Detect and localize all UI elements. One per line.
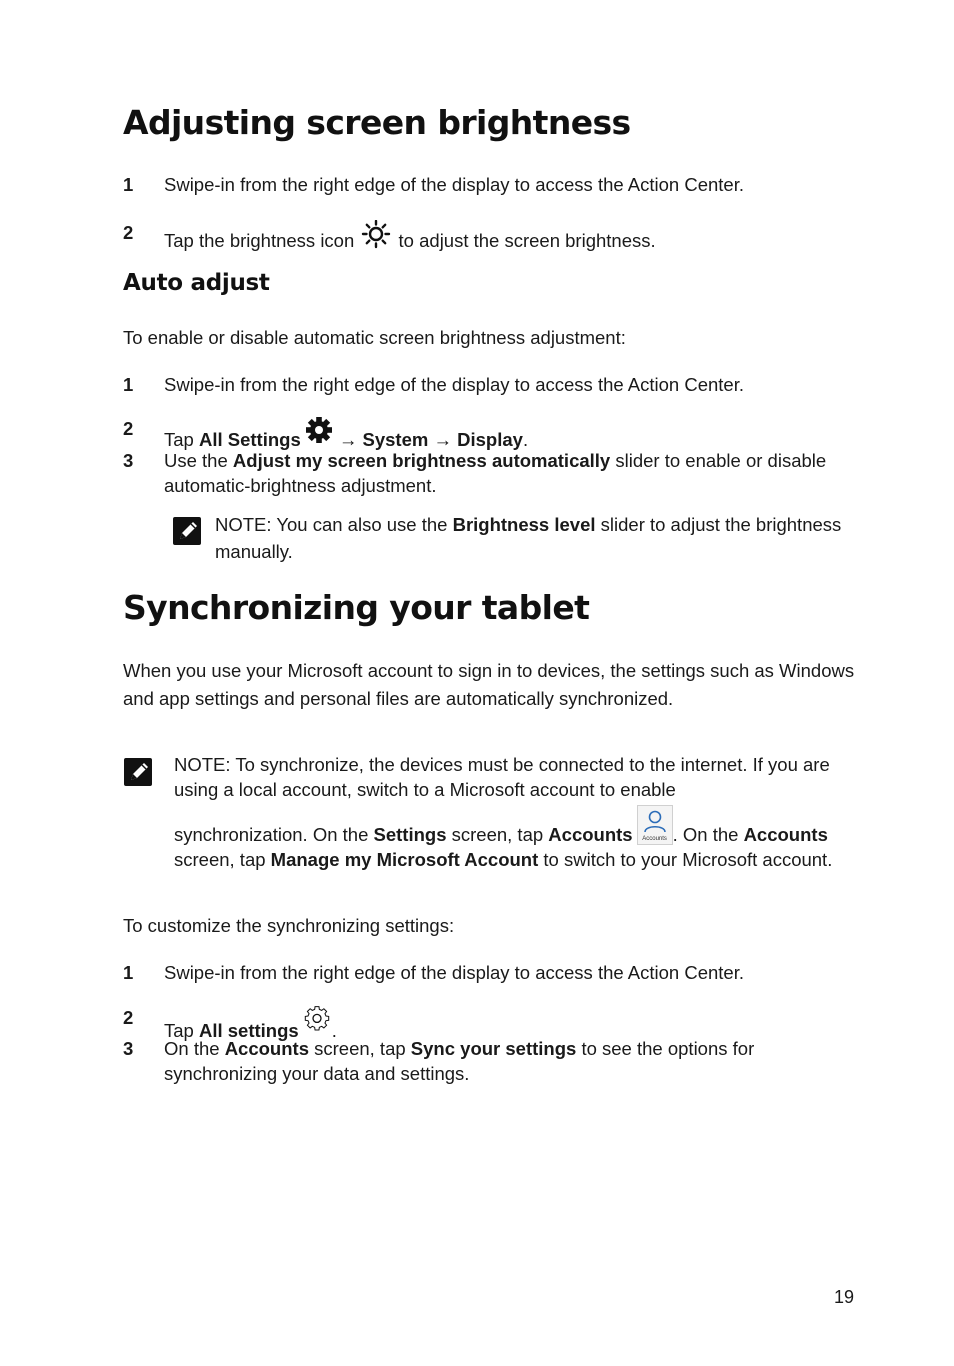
sync-settings-label: Sync your settings	[410, 1038, 577, 1059]
step-text: slider to enable or disable automatic-brightness adjustment.	[164, 450, 827, 496]
accounts-label: Accounts	[743, 824, 828, 845]
auto-adjust-intro: To enable or disable automatic screen brightness adjustment:	[123, 327, 626, 348]
arrow: →	[433, 429, 452, 450]
accounts-icon	[637, 805, 673, 845]
customize-intro: To customize the synchronizing settings:	[123, 915, 455, 936]
note-text: To synchronize, the devices must be connected to the internet. If you are using a local account, switch to a Microsoft account to enable	[174, 754, 830, 800]
note-pencil-icon	[123, 757, 153, 787]
step-text: screen, tap	[314, 1038, 406, 1059]
note-text: slider to adjust the brightness manually.	[215, 514, 842, 562]
gear-icon	[304, 416, 334, 450]
step-text: Use the	[164, 450, 228, 471]
step-number: 2	[123, 222, 134, 243]
note-text: You can also use the	[276, 514, 448, 535]
system-label: System	[362, 429, 429, 450]
step-text: Swipe-in from the right edge of the display to access the Action Center.	[164, 374, 744, 395]
note-sync	[174, 752, 864, 802]
accounts-icon-label: Accounts	[642, 836, 667, 842]
accounts-label: Accounts	[224, 1038, 309, 1059]
page-number: 19	[834, 1287, 855, 1307]
step-number: 2	[123, 418, 134, 439]
note-brightness-level	[215, 511, 845, 565]
period: .	[522, 429, 529, 450]
step-number: 1	[123, 374, 134, 395]
note-label: NOTE:	[215, 514, 272, 535]
section-title-sync: Synchronizing your tablet	[123, 588, 590, 627]
note-text: to switch to your Microsoft account.	[543, 849, 833, 870]
brightness-icon	[359, 220, 393, 256]
step-text: to see the options for synchronizing your data and settings.	[164, 1038, 755, 1084]
settings-label: Settings	[373, 824, 447, 845]
step-number: 1	[123, 962, 134, 983]
section-title-brightness: Adjusting screen brightness	[123, 103, 631, 142]
period: .	[331, 1020, 337, 1041]
settings-gear-outline-icon	[302, 1005, 332, 1039]
note-sync-continued	[174, 805, 864, 872]
step-text-after: to adjust the screen brightness.	[398, 230, 656, 251]
sync-intro: When you use your Microsoft account to sign in to devices, the settings such as Windows and app settings and personal files are automatically synchronized.	[123, 660, 855, 709]
note-text: screen, tap	[174, 849, 266, 870]
step-text: Swipe-in from the right edge of the display to access the Action Center.	[164, 962, 744, 983]
step-text: Tap	[164, 429, 194, 450]
note-pencil-icon	[172, 516, 202, 546]
step-number: 1	[123, 174, 134, 195]
brightness-level-label: Brightness level	[452, 514, 596, 535]
step-text: On the	[164, 1038, 220, 1059]
step-number: 2	[123, 1007, 134, 1028]
step-number: 3	[123, 450, 134, 471]
adjust-brightness-label: Adjust my screen brightness automatically	[232, 450, 611, 471]
all-settings-label: All settings	[198, 1020, 299, 1041]
manage-account-label: Manage my Microsoft Account	[270, 849, 539, 870]
accounts-label: Accounts	[548, 824, 633, 845]
note-label: NOTE:	[174, 754, 231, 775]
note-text: screen, tap	[451, 824, 544, 845]
step-text-before: Tap the brightness icon	[164, 230, 355, 251]
subsection-title-auto-adjust: Auto adjust	[123, 270, 270, 296]
arrow: →	[338, 429, 358, 450]
display-label: Display	[457, 429, 523, 450]
step-text: Tap	[164, 1020, 194, 1041]
note-text: . On the	[672, 824, 739, 845]
step-text: Swipe-in from the right edge of the display to access the Action Center.	[164, 174, 744, 195]
step-number: 3	[123, 1038, 134, 1059]
all-settings-label: All Settings	[198, 429, 301, 450]
note-text: synchronization. On the	[174, 824, 369, 845]
